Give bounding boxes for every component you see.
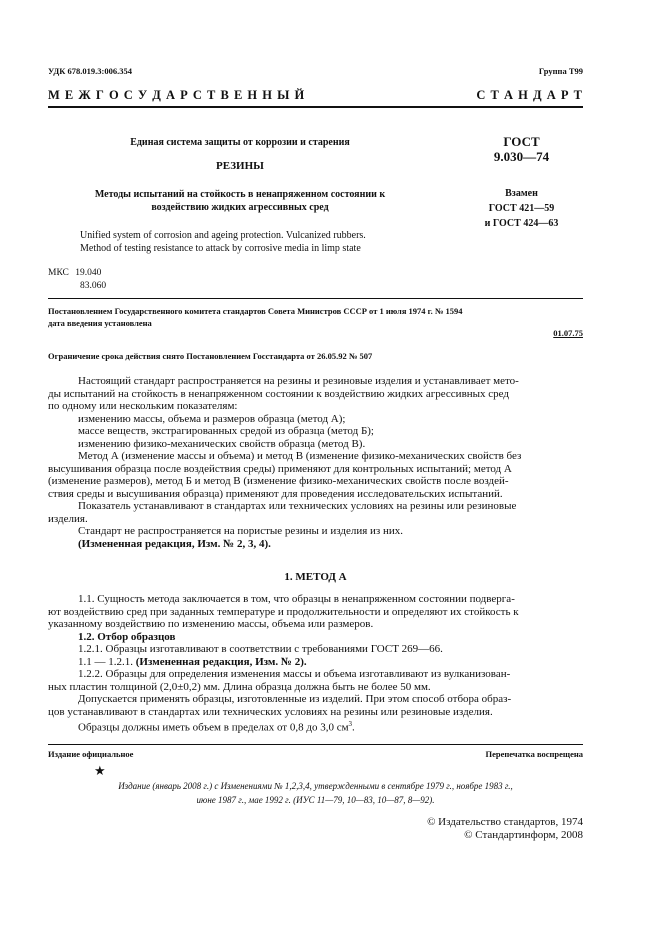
star-icon: ★ xyxy=(94,763,106,778)
clause-text-line: 1.1. Сущность метода заключается в том, что образцы в ненапряженном состоянии подверга- xyxy=(78,593,515,605)
footer-rule xyxy=(48,744,583,745)
section-heading: 1. МЕТОД А xyxy=(284,571,347,583)
clause-text-line: 1.2.2. Образцы для определения изменения массы и объема изготавливают из вулканизован- xyxy=(78,668,511,680)
udk-code: УДК 678.019.3:006.354 xyxy=(48,66,132,76)
decree-line-2: дата введения установлена xyxy=(48,318,152,328)
clause-text-line: 1.2.1. Образцы изготавливают в соответствии с требованиями ГОСТ 269—66. xyxy=(78,643,443,655)
clause-text-line: ют воздействию сред при заданных температуре и продолжительности и определяют их стойкость к xyxy=(48,605,519,618)
intro-text-line: Метод А (изменение массы и объема) и метод В (изменение физико-механических свойств без xyxy=(78,450,522,462)
mks-codes xyxy=(48,267,106,293)
clause-text-line: указанному воздействию по изменению массы, объема или размеров. xyxy=(48,618,374,630)
gost-designation xyxy=(460,134,583,164)
mks-code-2: 83.060 xyxy=(80,281,107,291)
clause-text-line: ных пластин толщиной (2,0±0,2) мм. Длина образца должна быть не более 50 мм. xyxy=(48,680,431,693)
section-1-body xyxy=(48,593,583,734)
replaces-block xyxy=(460,186,583,231)
indicator-item: изменению массы, объема и размеров образца (метод А); xyxy=(78,412,346,425)
intro-text-line: Стандарт не распространяется на пористые резины и изделия из них. xyxy=(78,525,404,537)
method-title-line-2: воздействию жидких агрессивных сред xyxy=(151,202,329,213)
intro-section xyxy=(48,375,583,550)
english-title-line-1: Unified system of corrosion and ageing protection. Vulcanized rubbers. xyxy=(80,230,366,241)
superscript: 3 xyxy=(348,720,353,728)
replaces-label: Взамен xyxy=(505,188,538,199)
clause-range: 1.1 — 1.2.1. xyxy=(78,655,133,668)
reprint-notice: Перепечатка воспрещена xyxy=(485,749,583,759)
mks-label: МКС xyxy=(48,268,69,278)
clause-text-line: цов устанавливают в стандартах или технических условиях на резины или резиновые изделия. xyxy=(48,705,493,718)
title-rule xyxy=(48,298,583,299)
group-code: Группа Т99 xyxy=(538,66,583,76)
clause-text-line xyxy=(48,718,583,734)
subject-title: РЕЗИНЫ xyxy=(216,160,264,172)
indicator-item: изменению физико-механических свойств образца (метод В). xyxy=(78,437,366,450)
intro-text-line: ствия среды и высушивания образца) применяют для проведения исследовательских испытаний. xyxy=(48,487,503,500)
clause-amendment-line xyxy=(48,656,583,669)
method-title xyxy=(70,188,410,214)
punctuation: . xyxy=(352,721,355,734)
intro-text-line: по одному или нескольким показателям: xyxy=(48,400,238,412)
banner-left: М Е Ж Г О С У Д А Р С Т В Е Н Н Ы Й xyxy=(48,88,306,102)
intro-text-line: высушивания образца после воздействия среды) применяют для контрольных испытаний; метод А xyxy=(48,462,512,475)
intro-text-line: Настоящий стандарт распространяется на резины и резиновые изделия и устанавливает мето- xyxy=(78,375,519,387)
copyright-line-2: © Стандартинформ, 2008 xyxy=(464,829,583,841)
english-title-line-2: Method of testing resistance to attack by corrosive media in limp state xyxy=(80,243,361,254)
gost-number: 9.030—74 xyxy=(493,149,550,164)
replaces-gost-1: ГОСТ 421—59 xyxy=(488,203,555,214)
english-title xyxy=(80,229,420,255)
intro-text-line: изделия. xyxy=(48,512,88,525)
official-edition: Издание официальное xyxy=(48,749,134,759)
intro-text-line: ды испытаний на стойкость в ненапряженном состоянии к воздействию жидких агрессивных сред xyxy=(48,387,510,400)
system-title: Единая система защиты от коррозии и старения xyxy=(130,137,350,148)
amendment-note: (Измененная редакция, Изм. № 2). xyxy=(135,655,307,668)
introduction-date: 01.07.75 xyxy=(553,328,583,338)
amendment-note: (Измененная редакция, Изм. № 2, 3, 4). xyxy=(78,537,271,550)
subsection-heading: 1.2. Отбор образцов xyxy=(78,630,176,643)
method-title-line-1: Методы испытаний на стойкость в ненапряженном состоянии к xyxy=(94,189,386,200)
indicator-item: массе веществ, экстрагированных средой из образца (метод Б); xyxy=(78,425,374,437)
decree-text xyxy=(48,305,583,329)
mks-code-1: 19.040 xyxy=(75,268,102,278)
intro-text-line: Показатель устанавливают в стандартах или технических условиях на резины или резиновые xyxy=(78,500,517,512)
intro-text-line: (изменение размеров), метод Б и метод В (изменение физико-механических свойств после воздей- xyxy=(48,475,509,487)
edition-note xyxy=(48,779,583,807)
copyright-line-1: © Издательство стандартов, 1974 xyxy=(427,816,583,828)
edition-note-line-2: июне 1987 г., мае 1992 г. (ИУС 11—79, 10—83, 10—87, 8—92). xyxy=(196,795,435,805)
copyright-block xyxy=(380,816,583,842)
replaces-gost-2: и ГОСТ 424—63 xyxy=(484,218,559,229)
clause-text-line: Допускается применять образцы, изготовленные из изделий. При этом способ отбора образ- xyxy=(78,693,512,705)
volume-requirement: Образцы должны иметь объем в пределах от 0,8 до 3,0 см xyxy=(78,721,349,734)
decree-line-1: Постановлением Государственного комитета стандартов Совета Министров СССР от 1 июля 1974 г. № 1594 xyxy=(48,306,463,316)
edition-note-line-1: Издание (январь 2008 г.) с Изменениями № 1,2,3,4, утвержденными в сентябре 1979 г., ноябре 1983 г., xyxy=(118,781,513,791)
header-rule xyxy=(48,106,583,108)
banner-right: С Т А Н Д А Р Т xyxy=(476,88,583,102)
validity-limit-note: Ограничение срока действия снято Постановлением Госстандарта от 26.05.92 № 507 xyxy=(48,351,373,361)
gost-label: ГОСТ xyxy=(503,134,540,149)
